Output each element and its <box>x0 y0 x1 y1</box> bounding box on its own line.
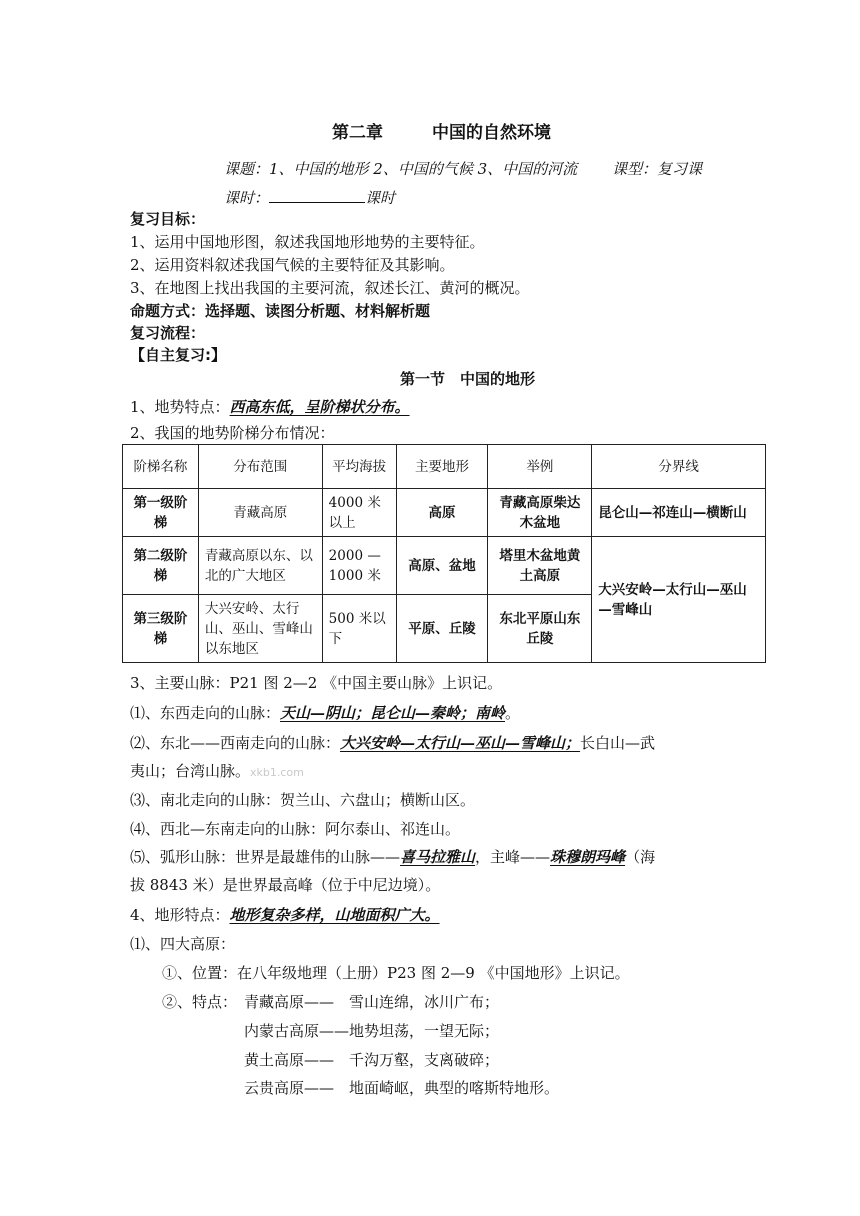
watermark: xkb1.com <box>250 766 304 779</box>
step-range: 大兴安岭、太行山、巫山、雪峰山以东地区 <box>198 595 322 663</box>
step-name: 第二级阶梯 <box>123 537 199 595</box>
header-range: 分布范围 <box>198 445 322 489</box>
ew-value: 天山—阴山；昆仑山—秦岭；南岭 <box>280 704 506 722</box>
hours-blank <box>269 188 365 203</box>
review-process: 复习流程： <box>130 324 206 342</box>
trend-value: 西高东低，呈阶梯状分布。 <box>229 398 410 416</box>
ne-label: ⑵、东北——西南走向的山脉： <box>130 734 341 752</box>
ne-mountains <box>130 732 655 753</box>
plateaus-position: ①、位置：在八年级地理（上册）P23 图 2—9 《中国地形》上识记。 <box>162 964 630 982</box>
header-step: 阶梯名称 <box>123 445 199 489</box>
hours-suffix: 课时 <box>365 189 396 207</box>
goal-item-2: 2、运用资料叙述我国气候的主要特征及其影响。 <box>130 256 455 274</box>
arc-label: ⑸、弧形山脉：世界是最雄伟的山脉—— <box>130 848 401 866</box>
terrain-label: 4、地形特点： <box>130 906 230 924</box>
step-altitude: 500 米以下 <box>322 595 396 663</box>
header-boundary: 分界线 <box>592 445 766 489</box>
ew-end: 。 <box>505 704 521 722</box>
ew-label: ⑴、东西走向的山脉： <box>130 704 281 722</box>
table-row <box>123 537 766 595</box>
step-range: 青藏高原以东、以北的广大地区 <box>198 537 322 595</box>
header-altitude: 平均海拔 <box>322 445 396 489</box>
plateaus-heading: ⑴、四大高原： <box>130 935 236 953</box>
ne-line2: 夷山；台湾山脉。 <box>130 762 251 780</box>
section-title: 第一节 中国的地形 <box>400 370 536 388</box>
exam-format <box>130 300 430 321</box>
arc-mountains <box>130 846 655 867</box>
terrain-steps-table <box>122 444 766 663</box>
ne-value: 大兴安岭—太行山—巫山—雪峰山； <box>340 734 581 752</box>
step-landform: 高原 <box>396 489 488 537</box>
steps-intro: 2、我国的地势阶梯分布情况： <box>130 424 335 442</box>
arc-peak: 珠穆朗玛峰 <box>550 848 626 866</box>
step-boundary: 昆仑山—祁连山—横断山 <box>592 489 766 537</box>
ne-rest: 长白山—武 <box>580 734 656 752</box>
lesson-type: 课型：复习课 <box>612 160 703 178</box>
plateaus-features-label: ②、特点： <box>162 993 238 1011</box>
goals-heading: 复习目标： <box>130 210 206 228</box>
table-header-row <box>123 445 766 489</box>
table-row <box>123 489 766 537</box>
exam-value: 选择题、读图分析题、材料解析题 <box>205 302 431 320</box>
ns-mountains: ⑶、南北走向的山脉：贺兰山、六盘山；横断山区。 <box>130 791 476 809</box>
step-example: 塔里木盆地黄土高原 <box>488 537 592 595</box>
step-altitude: 2000 — 1000 米 <box>322 537 396 595</box>
step-example: 青藏高原柴达木盆地 <box>488 489 592 537</box>
header-landform: 主要地形 <box>396 445 488 489</box>
step-range: 青藏高原 <box>198 489 322 537</box>
chapter-title: 中国的自然环境 <box>432 123 551 143</box>
plateau-huangtu: 黄土高原—— 千沟万壑，支离破碎； <box>244 1051 500 1069</box>
arc-mountains-line2: 拔 8843 米）是世界最高峰（位于中尼边境）。 <box>130 876 441 894</box>
trend-label: 1、地势特点： <box>130 398 230 416</box>
exam-label: 命题方式： <box>130 302 206 320</box>
step-name: 第三级阶梯 <box>123 595 199 663</box>
plateau-qingzang: 青藏高原—— 雪山连绵，冰川广布； <box>244 993 500 1011</box>
header-example: 举例 <box>488 445 592 489</box>
goal-item-3: 3、在地图上找出我国的主要河流，叙述长江、黄河的概况。 <box>130 279 530 297</box>
ew-mountains <box>130 702 520 723</box>
terrain-trend <box>130 396 410 417</box>
terrain-value: 地形复杂多样，山地面积广大。 <box>229 906 440 924</box>
ne-mountains-line2 <box>130 760 304 781</box>
step-name: 第一级阶梯 <box>123 489 199 537</box>
chapter-number: 第二章 <box>332 123 383 143</box>
plateau-yungui: 云贵高原—— 地面崎岖，典型的喀斯特地形。 <box>244 1079 560 1097</box>
step-boundary: 大兴安岭—太行山—巫山—雪峰山 <box>592 537 766 663</box>
hours-prefix: 课时： <box>224 189 270 207</box>
subject-line: 课题：1、中国的地形 2、中国的气候 3、中国的河流 <box>224 160 578 178</box>
step-example: 东北平原山东丘陵 <box>488 595 592 663</box>
arc-value: 喜马拉雅山 <box>400 848 476 866</box>
step-landform: 平原、丘陵 <box>396 595 488 663</box>
goal-item-1: 1、运用中国地形图，叙述我国地形地势的主要特征。 <box>130 233 485 251</box>
arc-end: （海 <box>625 848 656 866</box>
arc-mid: ，主峰—— <box>475 848 551 866</box>
terrain-features <box>130 904 440 925</box>
step-altitude: 4000 米以上 <box>322 489 396 537</box>
plateau-neimenggu: 内蒙古高原——地势坦荡，一望无际； <box>244 1022 500 1040</box>
mountains-intro: 3、主要山脉：P21 图 2—2 《中国主要山脉》上识记。 <box>130 674 503 692</box>
step-landform: 高原、盆地 <box>396 537 488 595</box>
nw-mountains: ⑷、西北—东南走向的山脉：阿尔泰山、祁连山。 <box>130 820 461 838</box>
self-review-heading: 【自主复习:】 <box>130 346 226 364</box>
lesson-hours <box>224 187 395 208</box>
